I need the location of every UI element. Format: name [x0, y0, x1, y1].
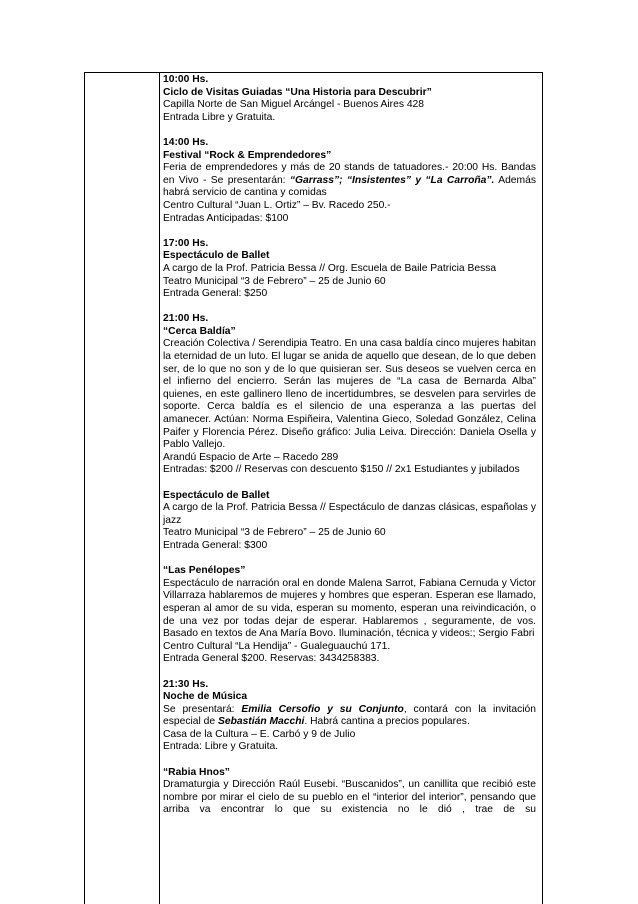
event-entry	[163, 74, 536, 124]
event-line: Arandú Espacio de Arte – Racedo 289	[163, 451, 339, 463]
event-title: Espectáculo de Ballet	[163, 489, 270, 501]
event-line: Entrada General: $300	[163, 539, 268, 551]
event-line: Entrada: Libre y Gratuita.	[163, 741, 279, 753]
event-time: 21:30 Hs.	[163, 678, 209, 690]
event-title: Espectáculo de Ballet	[163, 250, 270, 262]
event-line: Capilla Norte de San Miguel Arcángel - Buenos Aires 428	[163, 99, 425, 111]
event-description: Feria de emprendedores y más de 20 stands de tatuadores.- 20:00 Hs. Bandas en Vivo - Se presentarán: “Garrass”; “Insistentes” y “La Carroña”. Además habrá servicio de cantina y comidas	[163, 162, 536, 199]
event-title: Noche de Música	[163, 691, 248, 703]
event-title: Ciclo de Visitas Guiadas “Una Historia para Descubrir”	[163, 86, 432, 98]
schedule-table	[84, 72, 543, 904]
event-line: Entrada General $200. Reservas: 3434258383.	[163, 653, 380, 665]
event-line: Entradas: $200 // Reservas con descuento $150 // 2x1 Estudiantes y jubilados	[163, 464, 520, 476]
event-description: Creación Colectiva / Serendipia Teatro. En una casa baldía cinco mujeres habitan la eternidad de un luto. El lugar se anida de aquello que desean, de lo que deben ser, de lo que no son y de lo que quisieran ser. Sus deseos se vuelven cerca en el infierno del encierro. Serán las mujeres de “La casa de Bernarda Alba” quienes, en este gallinero lleno de incertidumbres, se desvelen para servirles de soporte. Cerca baldía es el silencio de una esperanza a las puertas del amanecer. Actúan: Norma Espiñeira, Valentina Gieco, Soledad González, Celina Paifer y Florencia Pérez. Diseño gráfico: Julia Leiva. Dirección: Daniela Osella y Pablo Vallejo.	[163, 338, 536, 451]
event-entry	[163, 767, 536, 817]
event-line: Entradas Anticipadas: $100	[163, 212, 289, 224]
event-time: 10:00 Hs.	[163, 74, 209, 85]
event-entry	[163, 490, 536, 553]
event-line: Centro Cultural “La Hendija” - Gualeguauchú 171.	[163, 640, 391, 652]
event-description: Se presentará: Emilia Cersofio y su Conjunto, contará con la invitación especial de Sebastián Macchi. Habrá cantina a precios populares.	[163, 703, 536, 728]
event-entry	[163, 679, 536, 755]
event-line: A cargo de la Prof. Patricia Bessa // Org. Escuela de Baile Patricia Bessa	[163, 262, 497, 274]
event-title: “Rabia Hnos”	[163, 766, 230, 778]
event-entry	[163, 565, 536, 666]
event-line: Centro Cultural “Juan L. Ortiz” – Bv. Racedo 250.-	[163, 199, 391, 211]
event-line: Teatro Municipal “3 de Febrero” – 25 de Junio 60	[163, 275, 386, 287]
table-content-cell	[163, 74, 536, 830]
event-title: Festival “Rock & Emprendedores”	[163, 149, 332, 161]
event-title: “Las Penélopes”	[163, 565, 246, 577]
table-left-cell	[85, 73, 160, 904]
event-title: “Cerca Baldía”	[163, 325, 236, 337]
event-line: Casa de la Cultura – E. Carbó y 9 de Julio	[163, 728, 356, 740]
event-description: Dramaturgia y Dirección Raúl Eusebi. “Buscanidos”, un canillita que recibió este nombre por mirar el cielo de su pueblo en el “interior del interior”, pensando que arriba va encontrar lo que su existencia no le dió , trae de su	[163, 779, 536, 816]
event-time: 21:00 Hs.	[163, 313, 209, 325]
event-line: Teatro Municipal “3 de Febrero” – 25 de Junio 60	[163, 527, 386, 539]
event-time: 14:00 Hs.	[163, 136, 209, 148]
event-description: Espectáculo de narración oral en donde Malena Sarrot, Fabiana Cernuda y Victor Villarraza hablaremos de mujeres y hombres que esperan. Esperan ese llamado, esperan al amor de su vida, esperan su momento, esperan una reivindicación, o de una vez por todas dejar de esperar. Hablaremos , seguramente, de vos. Basado en textos de Ana María Bovo. Iluminación, técnica y videos:; Sergio Fabri	[163, 577, 536, 640]
event-entry	[163, 238, 536, 301]
event-entry	[163, 137, 536, 225]
event-line: Entrada Libre y Gratuita.	[163, 111, 276, 123]
event-time: 17:00 Hs.	[163, 237, 209, 249]
event-line: Entrada General: $250	[163, 288, 268, 300]
event-entry	[163, 313, 536, 477]
event-description: A cargo de la Prof. Patricia Bessa // Espectáculo de danzas clásicas, españolas y jazz	[163, 502, 536, 526]
